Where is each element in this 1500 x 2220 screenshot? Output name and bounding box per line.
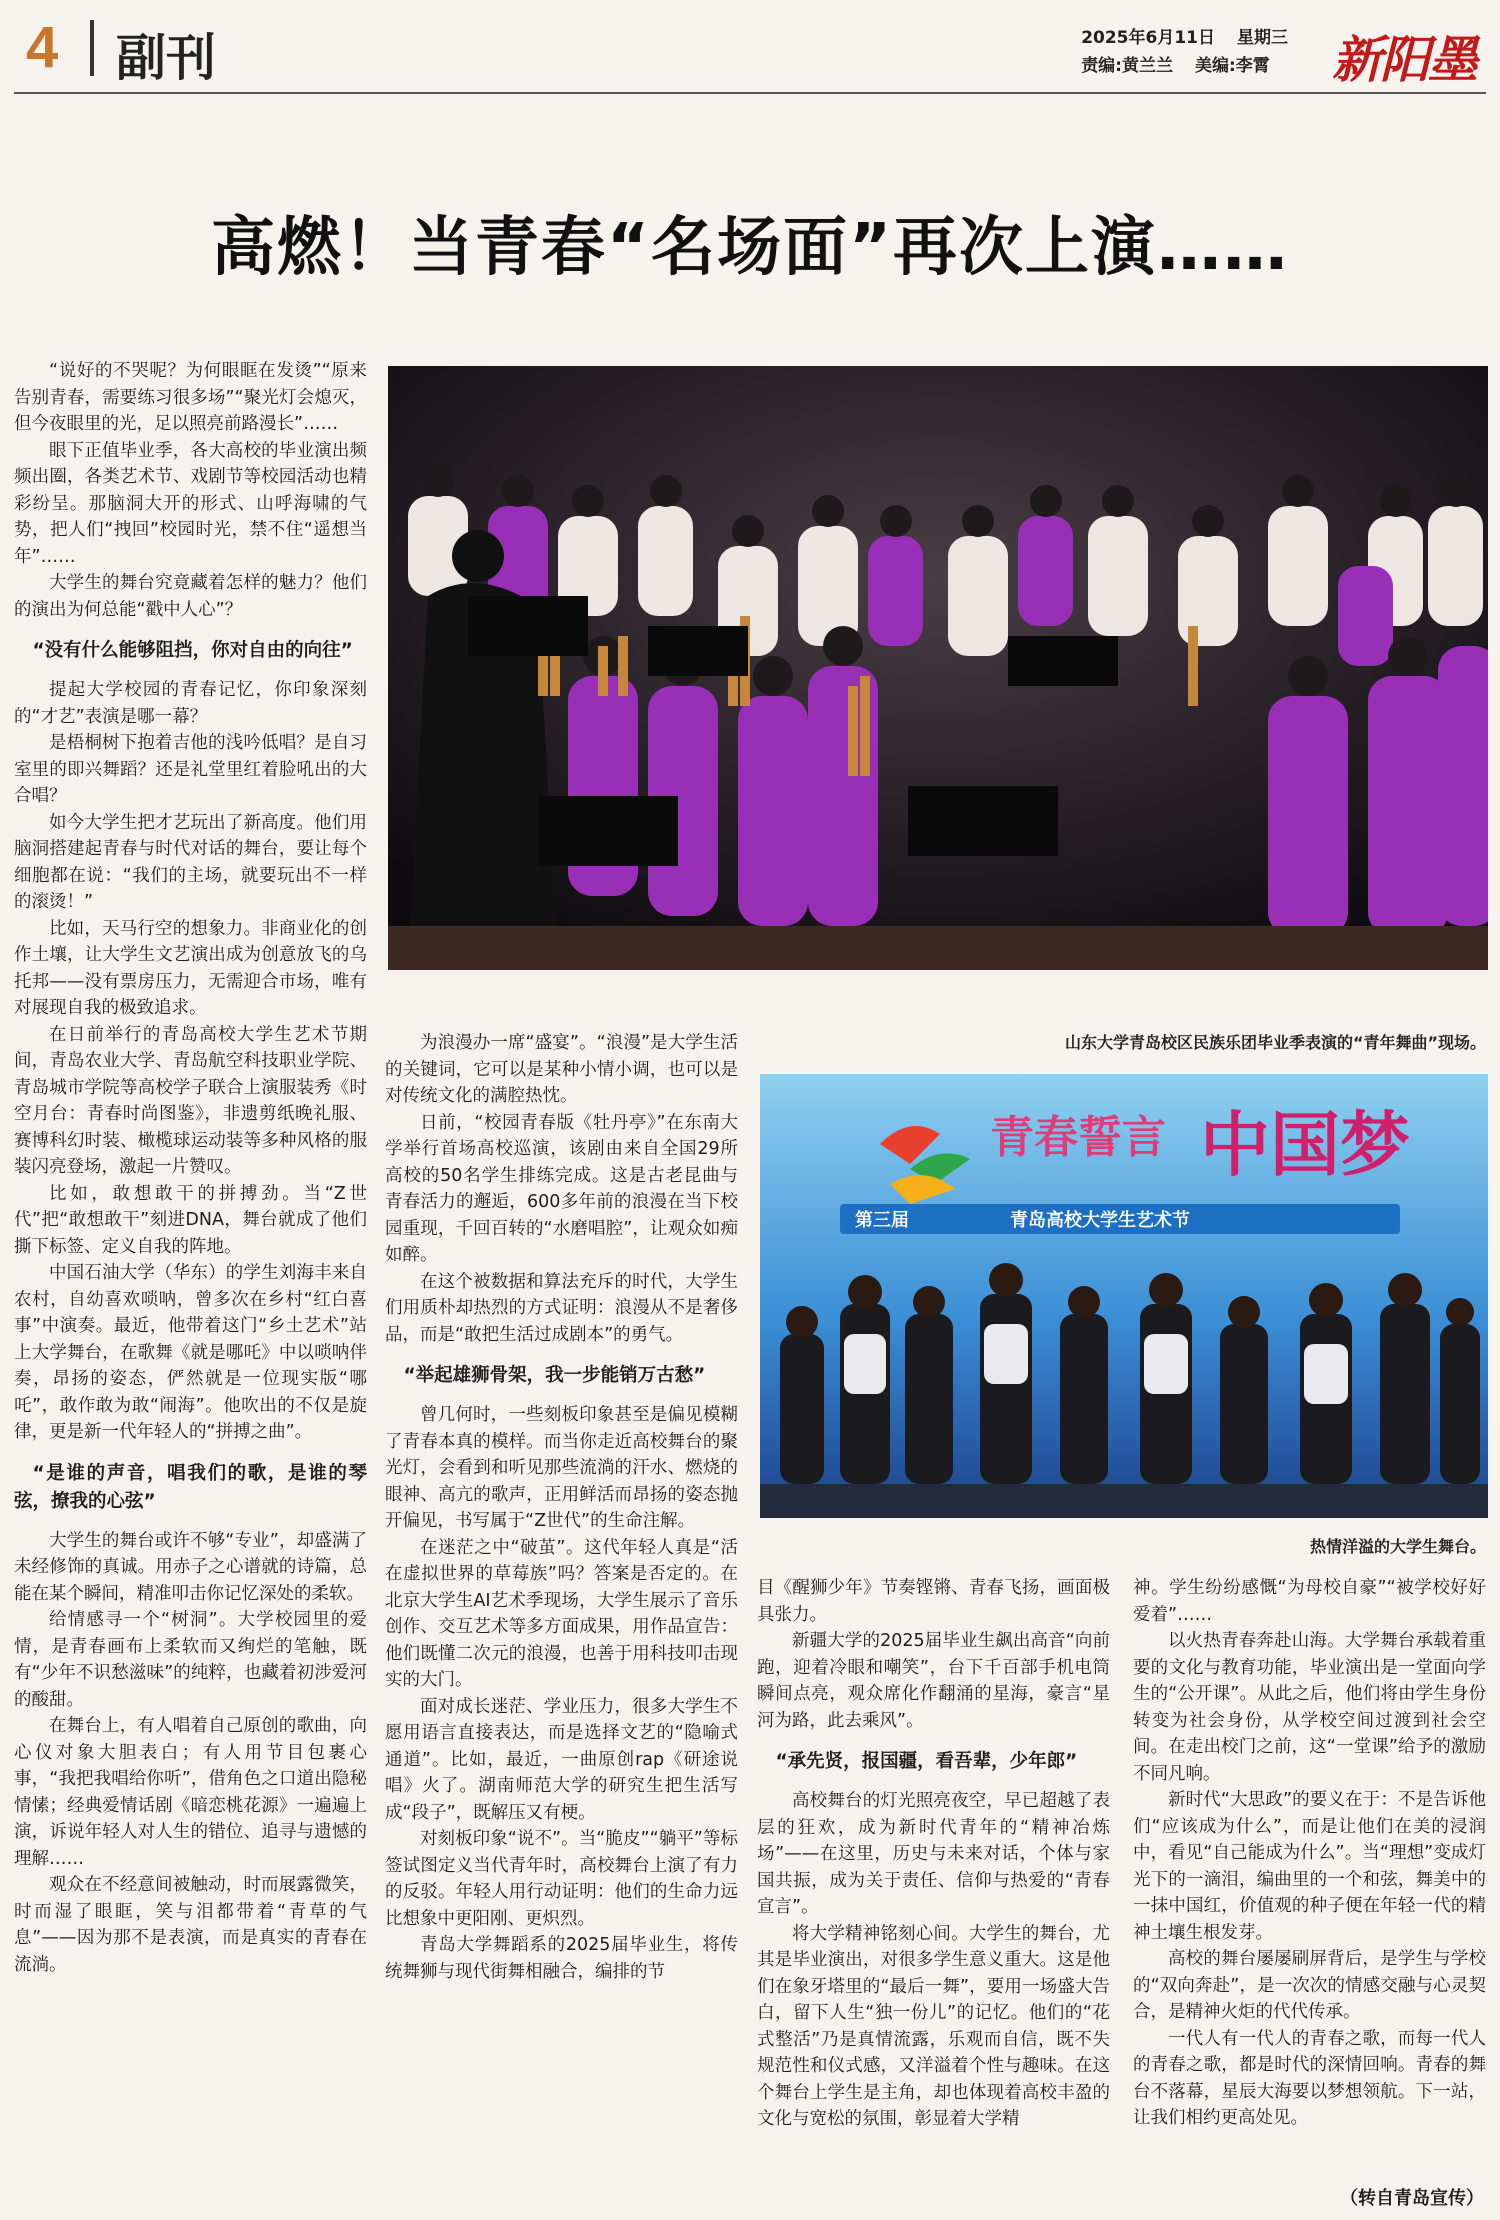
orchestra-photo: [388, 366, 1488, 970]
paragraph: 如今大学生把才艺玩出了新高度。他们用脑洞搭建起青春与时代对话的舞台，要让每个细胞都在说：“我们的主场，就要玩出不一样的滚烫！”: [14, 812, 367, 912]
masthead-rule: [14, 92, 1486, 94]
headline: 高燃！当青春“名场面”再次上演……: [210, 211, 1290, 285]
issue-info: [1081, 24, 1310, 80]
paragraph: 面对成长迷茫、学业压力，很多大学生不愿用语言直接表达，而是选择文艺的“隐喻式通道”。比如，最近，一曲原创rap《研途说唱》火了。湖南师范大学的研究生把生活写成“段子”，既解压又有梗。: [385, 1696, 738, 1823]
photo-caption: 热情洋溢的大学生舞台。: [1309, 1537, 1486, 1556]
paragraph: 大学生的舞台究竟藏着怎样的魅力？他们的演出为何总能“戳中人心”？: [14, 573, 367, 620]
article-column-1: [14, 358, 367, 1978]
paragraph: 曾几何时，一些刻板印象甚至是偏见模糊了青春本真的模样。而当你走近高校舞台的聚光灯，会看到和听见那些流淌的汗水、燃烧的眼神、高亢的歌声，正用鲜活而昂扬的姿态抛开偏见，书写属于“Z世代”的生命注解。: [385, 1405, 738, 1531]
paragraph: 是梧桐树下抱着吉他的浅吟低唱？是自习室里的即兴舞蹈？还是礼堂里红着脸吼出的大合唱？: [14, 733, 367, 806]
dance-stage-photo: [760, 1074, 1488, 1518]
stage-banner-sub: 中国梦: [1200, 1103, 1410, 1186]
stage-banner-title: 青春誓言: [990, 1112, 1166, 1163]
photo-caption: 山东大学青岛校区民族乐团毕业季表演的“青年舞曲”现场。: [1064, 1033, 1486, 1052]
paragraph: 提起大学校园的青春记忆，你印象深刻的“才艺”表演是哪一幕？: [14, 680, 367, 727]
subheading: “没有什么能够阻挡，你对自由的向往”: [32, 640, 353, 661]
paragraph: 高校的舞台屡屡刷屏背后，是学生与学校的“双向奔赴”，是一次次的情感交融与心灵契合，是精神火炬的代代传承。: [1133, 1949, 1486, 2022]
stage-banner-event: 青岛高校大学生艺术节: [1010, 1210, 1190, 1231]
paragraph: 大学生的舞台或许不够“专业”，却盛满了未经修饰的真诚。用赤子之心谱就的诗篇，总能在某个瞬间，精准叩击你记忆深处的柔软。: [14, 1530, 367, 1604]
issue-weekday: 星期三: [1237, 28, 1288, 48]
paragraph: 观众在不经意间被触动，时而展露微笑，时而湿了眼眶，笑与泪都带着“青草的气息”——因为那不是表演，而是真实的青春在流淌。: [14, 1875, 367, 1975]
source-credit: （转自青岛宣传）: [1340, 2188, 1484, 2209]
article-column-4: [1133, 1575, 1486, 2132]
paragraph: 给情感寻一个“树洞”。大学校园里的爱情，是青春画布上柔软而又绚烂的笔触，既有“少年不识愁滋味”的纯粹，也藏着初涉爱河的酸甜。: [14, 1610, 367, 1710]
paragraph: 为浪漫办一席“盛宴”。“浪漫”是大学生活的关键词，它可以是某种小情小调，也可以是对传统文化的满腔热忱。: [385, 1033, 738, 1106]
paragraph: 中国石油大学（华东）的学生刘海丰来自农村，自幼喜欢唢呐，曾多次在乡村“红白喜事”中演奏。最近，他带着这门“乡土艺术”站上大学舞台，在歌舞《就是哪吒》中以唢呐伴奏，昂扬的姿态，俨然就是一位现实版“哪吒”，敢作敢为敢“闹海”。他吹出的不仅是旋律，更是新一代年轻人的“拼搏之曲”。: [14, 1263, 367, 1442]
paragraph: 将大学精神铭刻心间。大学生的舞台，尤其是毕业演出，对很多学生意义重大。这是他们在象牙塔里的“最后一舞”，要用一场盛大告白，留下人生“独一份儿”的记忆。他们的“花式整活”乃是真情流露，乐观而自信，既不失规范性和仪式感，又洋溢着个性与趣味。在这个舞台上学生是主角，却也体现着高校丰盈的文化与宽松的氛围，彰显着大学精: [757, 1923, 1110, 2129]
paragraph: 新疆大学的2025届毕业生飙出高音“向前跑，迎着冷眼和嘲笑”，台下千百部手机电筒瞬间点亮，观众席化作翻涌的星海，豪言“星河为路，此去乘风”。: [757, 1631, 1110, 1731]
paragraph: 在舞台上，有人唱着自己原创的歌曲，向心仪对象大胆表白；有人用节目包裹心事，“我把我唱给你听”，借角色之口道出隐秘情愫；经典爱情话剧《暗恋桃花源》一遍遍上演，诉说年轻人对人生的错位、追寻与遗憾的理解……: [14, 1716, 367, 1869]
paragraph: 青岛大学舞蹈系的2025届毕业生，将传统舞狮与现代街舞相融合，编排的节: [385, 1935, 738, 1982]
subheading: “是谁的声音，唱我们的歌，是谁的琴弦，撩我的心弦”: [14, 1462, 367, 1512]
paragraph: 在这个被数据和算法充斥的时代，大学生们用质朴却热烈的方式证明：浪漫从不是奢侈品，而是“敢把生活过成剧本”的勇气。: [385, 1271, 738, 1345]
paragraph: 目《醒狮少年》节奏铿锵、青春飞扬，画面极具张力。: [757, 1578, 1110, 1625]
paragraph: 比如，敢想敢干的拼搏劲。当“Z世代”把“敢想敢干”刻进DNA，舞台就成了他们撕下标签、定义自我的阵地。: [14, 1183, 367, 1257]
subheading: “举起雄狮骨架，我一步能销万古愁”: [403, 1365, 706, 1386]
issue-date: 2025年6月11日: [1081, 28, 1215, 48]
paragraph: 神。学生纷纷感慨“为母校自豪”“被学校好好爱着”……: [1133, 1578, 1486, 1625]
paragraph: 在日前举行的青岛高校大学生艺术节期间，青岛农业大学、青岛航空科技职业学院、青岛城市学院等高校学子联合上演服装秀《时空月台：青春时尚图鉴》，非遗剪纸晚礼服、赛博科幻时装、橄榄球运动装等多种风格的服装闪亮登场，激起一片赞叹。: [14, 1024, 367, 1177]
paragraph: 比如，天马行空的想象力。非商业化的创作土壤，让大学生文艺演出成为创意放飞的乌托邦——没有票房压力，无需迎合市场，唯有对展现自我的极致追求。: [14, 918, 367, 1018]
section-title: 副刊: [116, 29, 216, 87]
paragraph: 以火热青春奔赴山海。大学舞台承载着重要的文化与教育功能，毕业演出是一堂面向学生的“公开课”。从此之后，他们将由学生身份转变为社会身份，从学校空间过渡到社会空间。在走出校门之前，这“一堂课”给予的激励不同凡响。: [1133, 1631, 1486, 1784]
paragraph: 在迷茫之中“破茧”。这代年轻人真是“活在虚拟世界的草莓族”吗？答案是否定的。在北京大学生AI艺术季现场，大学生展示了音乐创作、交互艺术等多方面成果，用作品宣告：他们既懂二次元的浪漫，也善于用科技叩击现实的大门。: [385, 1537, 738, 1690]
paragraph: 日前，“校园青春版《牡丹亭》”在东南大学举行首场高校巡演，该剧由来自全国29所高校的50名学生排练完成。这是古老昆曲与青春活力的邂逅，600多年前的浪漫在当下校园重现，千回百转的“水磨唱腔”，让观众如痴如醉。: [385, 1112, 738, 1265]
stage-banner-edition: 第三届: [855, 1210, 909, 1231]
page-number: 4: [26, 15, 59, 80]
designer-credit: 美编:李霄: [1195, 56, 1270, 76]
paragraph: 对刻板印象“说不”。当“脆皮”“躺平”等标签试图定义当代青年时，高校舞台上演了有力的反驳。年轻人用行动证明：他们的生命力远比想象中更阳刚、更炽烈。: [385, 1829, 738, 1929]
paragraph: 高校舞台的灯光照亮夜空，早已超越了表层的狂欢，成为新时代青年的“精神冶炼场”——在这里，历史与未来对话，个体与家国共振，成为关于责任、信仰与热爱的“青春宣言”。: [757, 1791, 1110, 1917]
paragraph: 眼下正值毕业季，各大高校的毕业演出频频出圈，各类艺术节、戏剧节等校园活动也精彩纷呈。那脑洞大开的形式、山呼海啸的气势，把人们“拽回”校园时光，禁不住“遥想当年”……: [14, 440, 367, 567]
masthead: [0, 0, 1500, 92]
editor-credit: 责编:黄兰兰: [1081, 56, 1173, 76]
masthead-divider: [90, 20, 94, 76]
paragraph: 一代人有一代人的青春之歌，而每一代人的青春之歌，都是时代的深情回响。青春的舞台不落幕，星辰大海要以梦想领航。下一站，让我们相约更高处见。: [1133, 2028, 1486, 2128]
paragraph: 新时代“大思政”的要义在于：不是告诉他们“应该成为什么”，而是让他们在美的浸润中，看见“自己能成为什么”。当“理想”变成灯光下的一滴泪，编曲里的一个和弦，舞美中的一抹中国红，价值观的种子便在年轻一代的精神土壤生根发芽。: [1133, 1790, 1486, 1943]
article-column-2: [385, 1030, 738, 1985]
newspaper-logo: 新阳墨: [1332, 30, 1476, 89]
paragraph: “说好的不哭呢？为何眼眶在发烫”“原来告别青春，需要练习很多场”“聚光灯会熄灭，但今夜眼里的光，足以照亮前路漫长”……: [14, 361, 367, 434]
subheading: “承先贤，报国疆，看吾辈，少年郎”: [775, 1751, 1078, 1772]
article-column-3: [757, 1575, 1110, 2133]
